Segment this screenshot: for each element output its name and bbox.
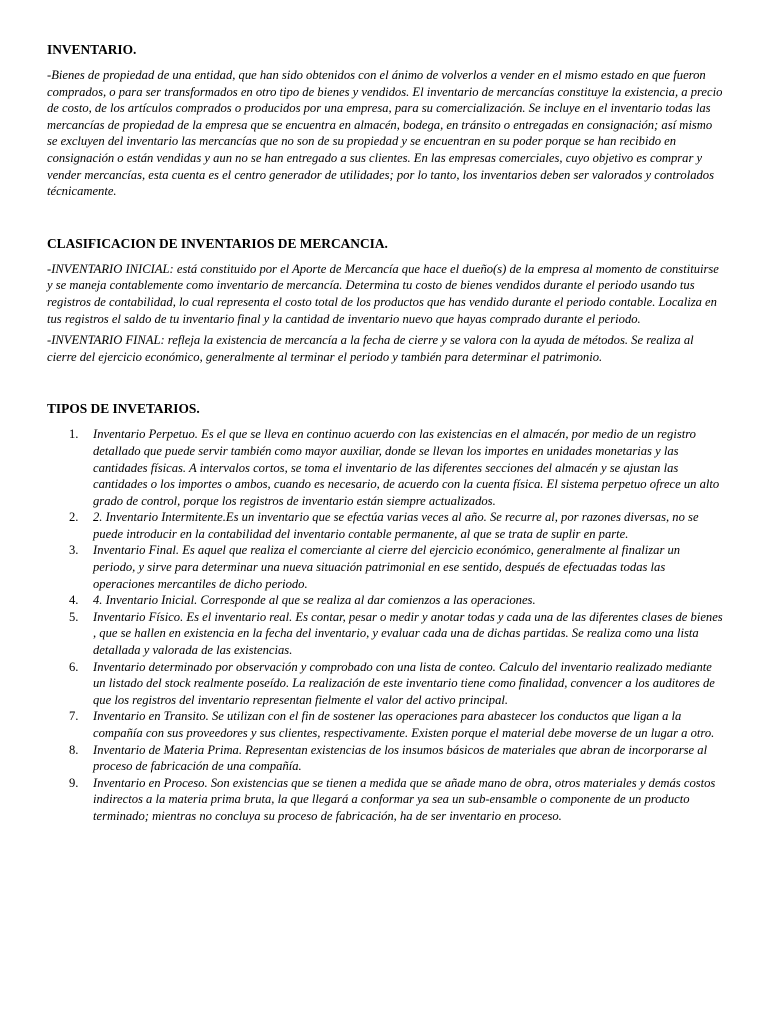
section-tipos: [47, 401, 725, 824]
heading-tipos: TIPOS DE INVETARIOS.: [47, 401, 200, 417]
list-item-text: Inventario determinado por observación y comprobado con una lista de conteo. Calculo del inventario realizado mediante un listado del stock realmente poseído. La realización de este inventario tiene como finalidad, convencer a los auditores de que los registros del inventario representan fielmente el valor del activo principal.: [93, 659, 715, 707]
list-item: [69, 592, 725, 609]
list-item-number: 5.: [69, 609, 79, 624]
list-item: [69, 542, 725, 592]
list-item: [69, 708, 725, 741]
list-item-text: Inventario en Proceso. Son existencias que se tienen a medida que se añade mano de obra, otros materiales y demás costos indirectos a la materia prima bruta, la que llegará a conformar ya sea un sub-ensamble o componente de un producto terminado; mientras no concluya su proceso de fabricación, ha de ser inventario en proceso.: [93, 775, 716, 823]
list-item-number: 7.: [69, 709, 79, 724]
list-item: [69, 609, 725, 659]
paragraph-inventario-final: -INVENTARIO FINAL: refleja la existencia de mercancía a la fecha de cierre y se valora con la ayuda de métodos. Se realiza al cierre del ejercicio económico, generalmente al terminar el periodo y también para determinar el patrimonio.: [47, 333, 694, 364]
paragraph-inventario: -Bienes de propiedad de una entidad, que han sido obtenidos con el ánimo de volverlos a vender en el mismo estado en que fueron comprados, o para ser transformados en otro tipo de bienes y vendidos. El inventario de mercancías constituye la existencia, a precio de costo, de los artículos comprados o producidos por una empresa, para su comercialización. Se incluye en el inventario todas las mercancías de propiedad de la empresa que se encuentra en almacén, bodega, en tránsito o entregadas en consignación; así mismo se excluyen del inventario las mercancías que no son de su propiedad y se encuentran en su poder porque se han recibido en consignación o están vendidas y aun no se han entregado a sus clientes. En las empresas comerciales, cuyo objetivo es comprar y vender mercancías, esta cuenta es el centro generador de utilidades; por lo tanto, los inventarios deben ser valorados y controlados técnicamente.: [47, 68, 723, 199]
heading-clasificacion: CLASIFICACION DE INVENTARIOS DE MERCANCIA.: [47, 235, 388, 251]
list-item-number: 9.: [69, 775, 79, 790]
list-item-text: Inventario de Materia Prima. Representan existencias de los insumos básicos de materiales que abran de incorporarse al proceso de fabricación de una compañía.: [93, 742, 708, 774]
list-item-number: 4.: [69, 593, 79, 608]
list-item-text: Inventario Final. Es aquel que realiza el comerciante al cierre del ejercicio económico, generalmente al finalizar un periodo, y sirve para determinar una nueva situación patrimonial en ese sentido, después de efectuadas todas las operaciones mercantiles de dicho periodo.: [93, 543, 681, 591]
list-item-number: 3.: [69, 543, 79, 558]
list-item-number: 1.: [69, 427, 79, 442]
list-item: [69, 742, 725, 775]
list-item-text: 2. Inventario Intermitente.Es un inventario que se efectúa varias veces al año. Se recurre al, por razones diversas, no se puede introducir en la contabilidad del inventario contable permanente, al que se trata de suplir en parte.: [93, 510, 699, 541]
list-item-text: Inventario Físico. Es el inventario real. Es contar, pesar o medir y anotar todas y cada una de las diferentes clases de bienes , que se hallen en existencia en la fecha del inventario, y evaluar cada una de dichas partidas. Se realiza como una lista detallada y valorada de las existencias.: [93, 609, 723, 658]
tipos-list: [47, 426, 725, 824]
heading-inventario: INVENTARIO.: [47, 42, 137, 57]
section-clasificacion: [47, 236, 725, 366]
document-page: [47, 42, 725, 825]
list-item: [69, 509, 725, 542]
list-item-number: 2.: [69, 510, 79, 525]
list-item-text: Inventario Perpetuo. Es el que se lleva en continuo acuerdo con las existencias en el almacén, por medio de un registro detallado que puede servir también como mayor auxiliar, donde se llevan los importes en unidades monetarias y las cantidades físicas. A intervalos cortos, se toma el inventario de las diferentes secciones del almacén y se ajustan las cantidades o los importes o ambos, cuando es necesario, de acuerdo con la cuenta física. El sistema perpetuo ofrece un alto grado de control, porque los registros de inventario están siempre actualizados.: [93, 427, 720, 508]
section-inventario: [47, 42, 725, 200]
list-item-text: Inventario en Transito. Se utilizan con el fin de sostener las operaciones para abastecer los conductos que ligan a la compañía con sus proveedores y sus clientes, respectivamente. Existen porque el material debe moverse de un lugar a otro.: [93, 709, 715, 740]
list-item-number: 6.: [69, 659, 79, 674]
paragraph-inventario-inicial: -INVENTARIO INICIAL: está constituido por el Aporte de Mercancía que hace el dueño(s) de la empresa al momento de constituirse y se maneja contablemente como inventario de mercancía. Determina tu costo de bienes vendidos durante el periodo usando tus registros de contabilidad, lo cual representa el costo total de los productos que has vendido durante el periodo contable. Localiza en tus registros el saldo de tu inventario final y la cantidad de inventario nuevo que hayas comprado durante el periodo.: [47, 261, 719, 326]
list-item: [69, 426, 725, 509]
list-item-number: 8.: [69, 742, 79, 757]
list-item: [69, 659, 725, 709]
list-item: [69, 775, 725, 825]
list-item-text: 4. Inventario Inicial. Corresponde al que se realiza al dar comienzos a las operaciones.: [93, 593, 536, 608]
